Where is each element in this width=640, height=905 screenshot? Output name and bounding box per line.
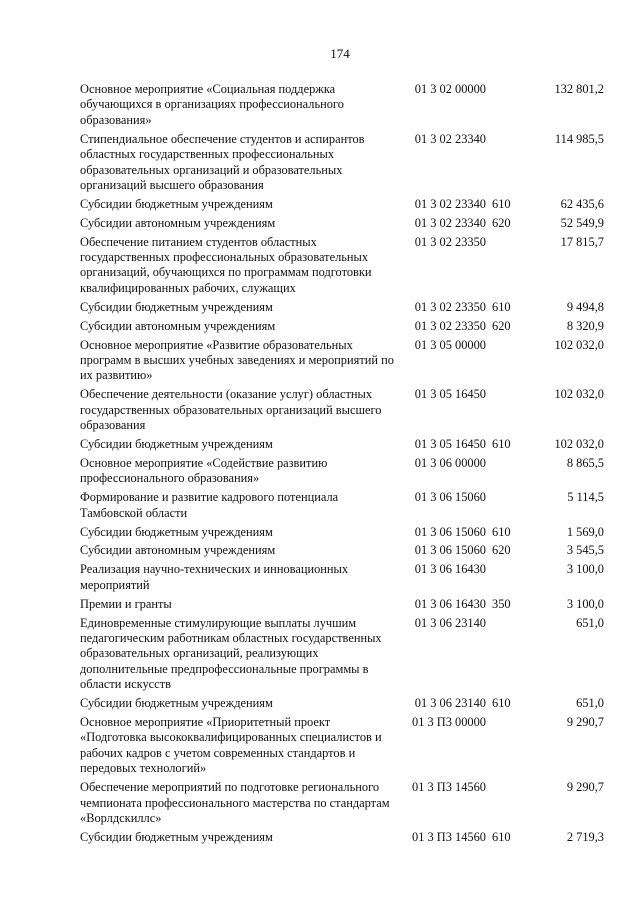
row-amount: 114 985,5 (554, 131, 604, 146)
table-row (80, 525, 604, 540)
row-amount: 102 032,0 (554, 387, 604, 402)
row-code: 01 3 02 23340 (414, 215, 486, 230)
table-row (80, 562, 604, 593)
row-amount: 8 320,9 (566, 318, 604, 333)
table-row (80, 437, 604, 452)
row-code: 01 3 П3 14560 (412, 829, 486, 844)
row-code: 01 3 06 15060 (414, 543, 486, 558)
row-code: 01 3 02 23350 (414, 318, 486, 333)
row-amount: 102 032,0 (554, 437, 604, 452)
row-amount: 9 290,7 (566, 780, 604, 795)
row-code: 01 3 06 23140 (414, 615, 486, 630)
row-name: Субсидии бюджетным учреждениям (80, 829, 273, 844)
row-code: 01 3 05 00000 (414, 337, 486, 352)
table-row (80, 319, 604, 334)
row-amount: 5 114,5 (567, 490, 604, 505)
table-row (80, 490, 604, 521)
table-row (80, 715, 604, 777)
row-code: 01 3 06 16430 (414, 562, 486, 577)
row-expense-type: 620 (492, 215, 511, 230)
row-amount: 651,0 (576, 696, 604, 711)
page-number: 174 (330, 46, 350, 61)
budget-table (80, 82, 604, 849)
row-code: 01 3 05 16450 (414, 387, 486, 402)
row-code: 01 3 06 23140 (414, 696, 486, 711)
row-name: Субсидии бюджетным учреждениям (80, 696, 273, 711)
row-code: 01 3 П3 00000 (412, 715, 486, 730)
row-name: Основное мероприятие «Содействие развитию профессионального образования» (80, 455, 328, 486)
table-row (80, 780, 604, 826)
row-expense-type: 610 (492, 299, 511, 314)
row-expense-type: 610 (492, 829, 511, 844)
row-name: Обеспечение деятельности (оказание услуг) областных государственных образовательных организаций высшего образования (80, 387, 382, 433)
row-amount: 651,0 (576, 615, 604, 630)
row-amount: 102 032,0 (554, 337, 604, 352)
row-name: Субсидии автономным учреждениям (80, 215, 276, 230)
row-name: Субсидии автономным учреждениям (80, 543, 276, 558)
row-code: 01 3 02 00000 (414, 82, 486, 96)
table-row (80, 597, 604, 612)
row-name: Единовременные стимулирующие выплаты лучшим педагогическим работникам областных государственных образовательных организаций, реализующих дополнительные предпрофессиональные программы в области искусств (80, 615, 382, 692)
row-amount: 1 569,0 (566, 524, 604, 539)
row-code: 01 3 02 23340 (414, 131, 486, 146)
row-code: 01 3 06 00000 (414, 455, 486, 470)
table-row (80, 387, 604, 433)
row-name: Формирование и развитие кадрового потенциала Тамбовской области (80, 490, 339, 520)
row-amount: 9 290,7 (566, 715, 604, 730)
row-amount: 132 801,2 (554, 82, 604, 96)
row-name: Субсидии бюджетным учреждениям (80, 196, 273, 211)
table-row (80, 132, 604, 194)
row-code: 01 3 06 15060 (414, 524, 486, 539)
row-amount: 17 815,7 (560, 234, 604, 249)
row-name: Премии и гранты (80, 596, 172, 611)
row-amount: 52 549,9 (560, 215, 604, 230)
row-code: 01 3 02 23350 (414, 299, 486, 314)
row-name: Обеспечение мероприятий по подготовке регионального чемпионата профессионального мастерства по стандартам «Ворлдскиллс» (80, 780, 390, 825)
row-expense-type: 610 (492, 196, 511, 211)
row-amount: 9 494,8 (566, 299, 604, 314)
row-name: Основное мероприятие «Приоритетный проект «Подготовка высококвалифицированных специалистов и рабочих кадров с учетом современных стандартов и передовых технологий» (80, 715, 382, 776)
table-row (80, 696, 604, 711)
row-amount: 8 865,5 (566, 455, 604, 470)
row-amount: 3 100,0 (566, 596, 604, 611)
row-code: 01 3 05 16450 (414, 437, 486, 452)
row-name: Основное мероприятие «Социальная поддержка обучающихся в организациях профессионального образования» (80, 82, 344, 127)
row-name: Субсидии бюджетным учреждениям (80, 299, 273, 314)
table-row (80, 830, 604, 845)
row-expense-type: 610 (492, 696, 511, 711)
row-amount: 62 435,6 (560, 196, 604, 211)
row-name: Субсидии бюджетным учреждениям (80, 524, 273, 539)
row-name: Обеспечение питанием студентов областных государственных профессиональных образовательных организаций, обучающихся по программам подготовки квалифицированных рабочих, служащих (80, 234, 372, 295)
row-name: Реализация научно-технических и инновационных мероприятий (80, 562, 349, 592)
table-row (80, 300, 604, 315)
table-row (80, 235, 604, 297)
row-amount: 2 719,3 (566, 829, 604, 844)
row-expense-type: 620 (492, 543, 511, 558)
row-expense-type: 610 (492, 437, 511, 452)
row-code: 01 3 06 15060 (414, 490, 486, 505)
row-name: Субсидии автономным учреждениям (80, 318, 276, 333)
row-expense-type: 620 (492, 318, 511, 333)
row-expense-type: 350 (492, 596, 511, 611)
row-name: Основное мероприятие «Развитие образовательных программ в высших учебных заведениях и мероприятий по их развитию» (80, 337, 394, 383)
row-amount: 3 545,5 (566, 543, 604, 558)
row-code: 01 3 П3 14560 (412, 780, 486, 795)
row-amount: 3 100,0 (566, 562, 604, 577)
table-row (80, 456, 604, 487)
table-row (80, 616, 604, 693)
row-name: Субсидии бюджетным учреждениям (80, 437, 273, 452)
row-code: 01 3 02 23340 (414, 196, 486, 211)
table-row (80, 543, 604, 558)
row-name: Стипендиальное обеспечение студентов и аспирантов областных государственных профессиональных образовательных организаций и образовательных организаций высшего образования (80, 131, 365, 192)
row-code: 01 3 06 16430 (414, 596, 486, 611)
table-row (80, 338, 604, 384)
table-row (80, 197, 604, 212)
table-row (80, 216, 604, 231)
row-code: 01 3 02 23350 (414, 234, 486, 249)
table-row (80, 82, 604, 128)
row-expense-type: 610 (492, 524, 511, 539)
